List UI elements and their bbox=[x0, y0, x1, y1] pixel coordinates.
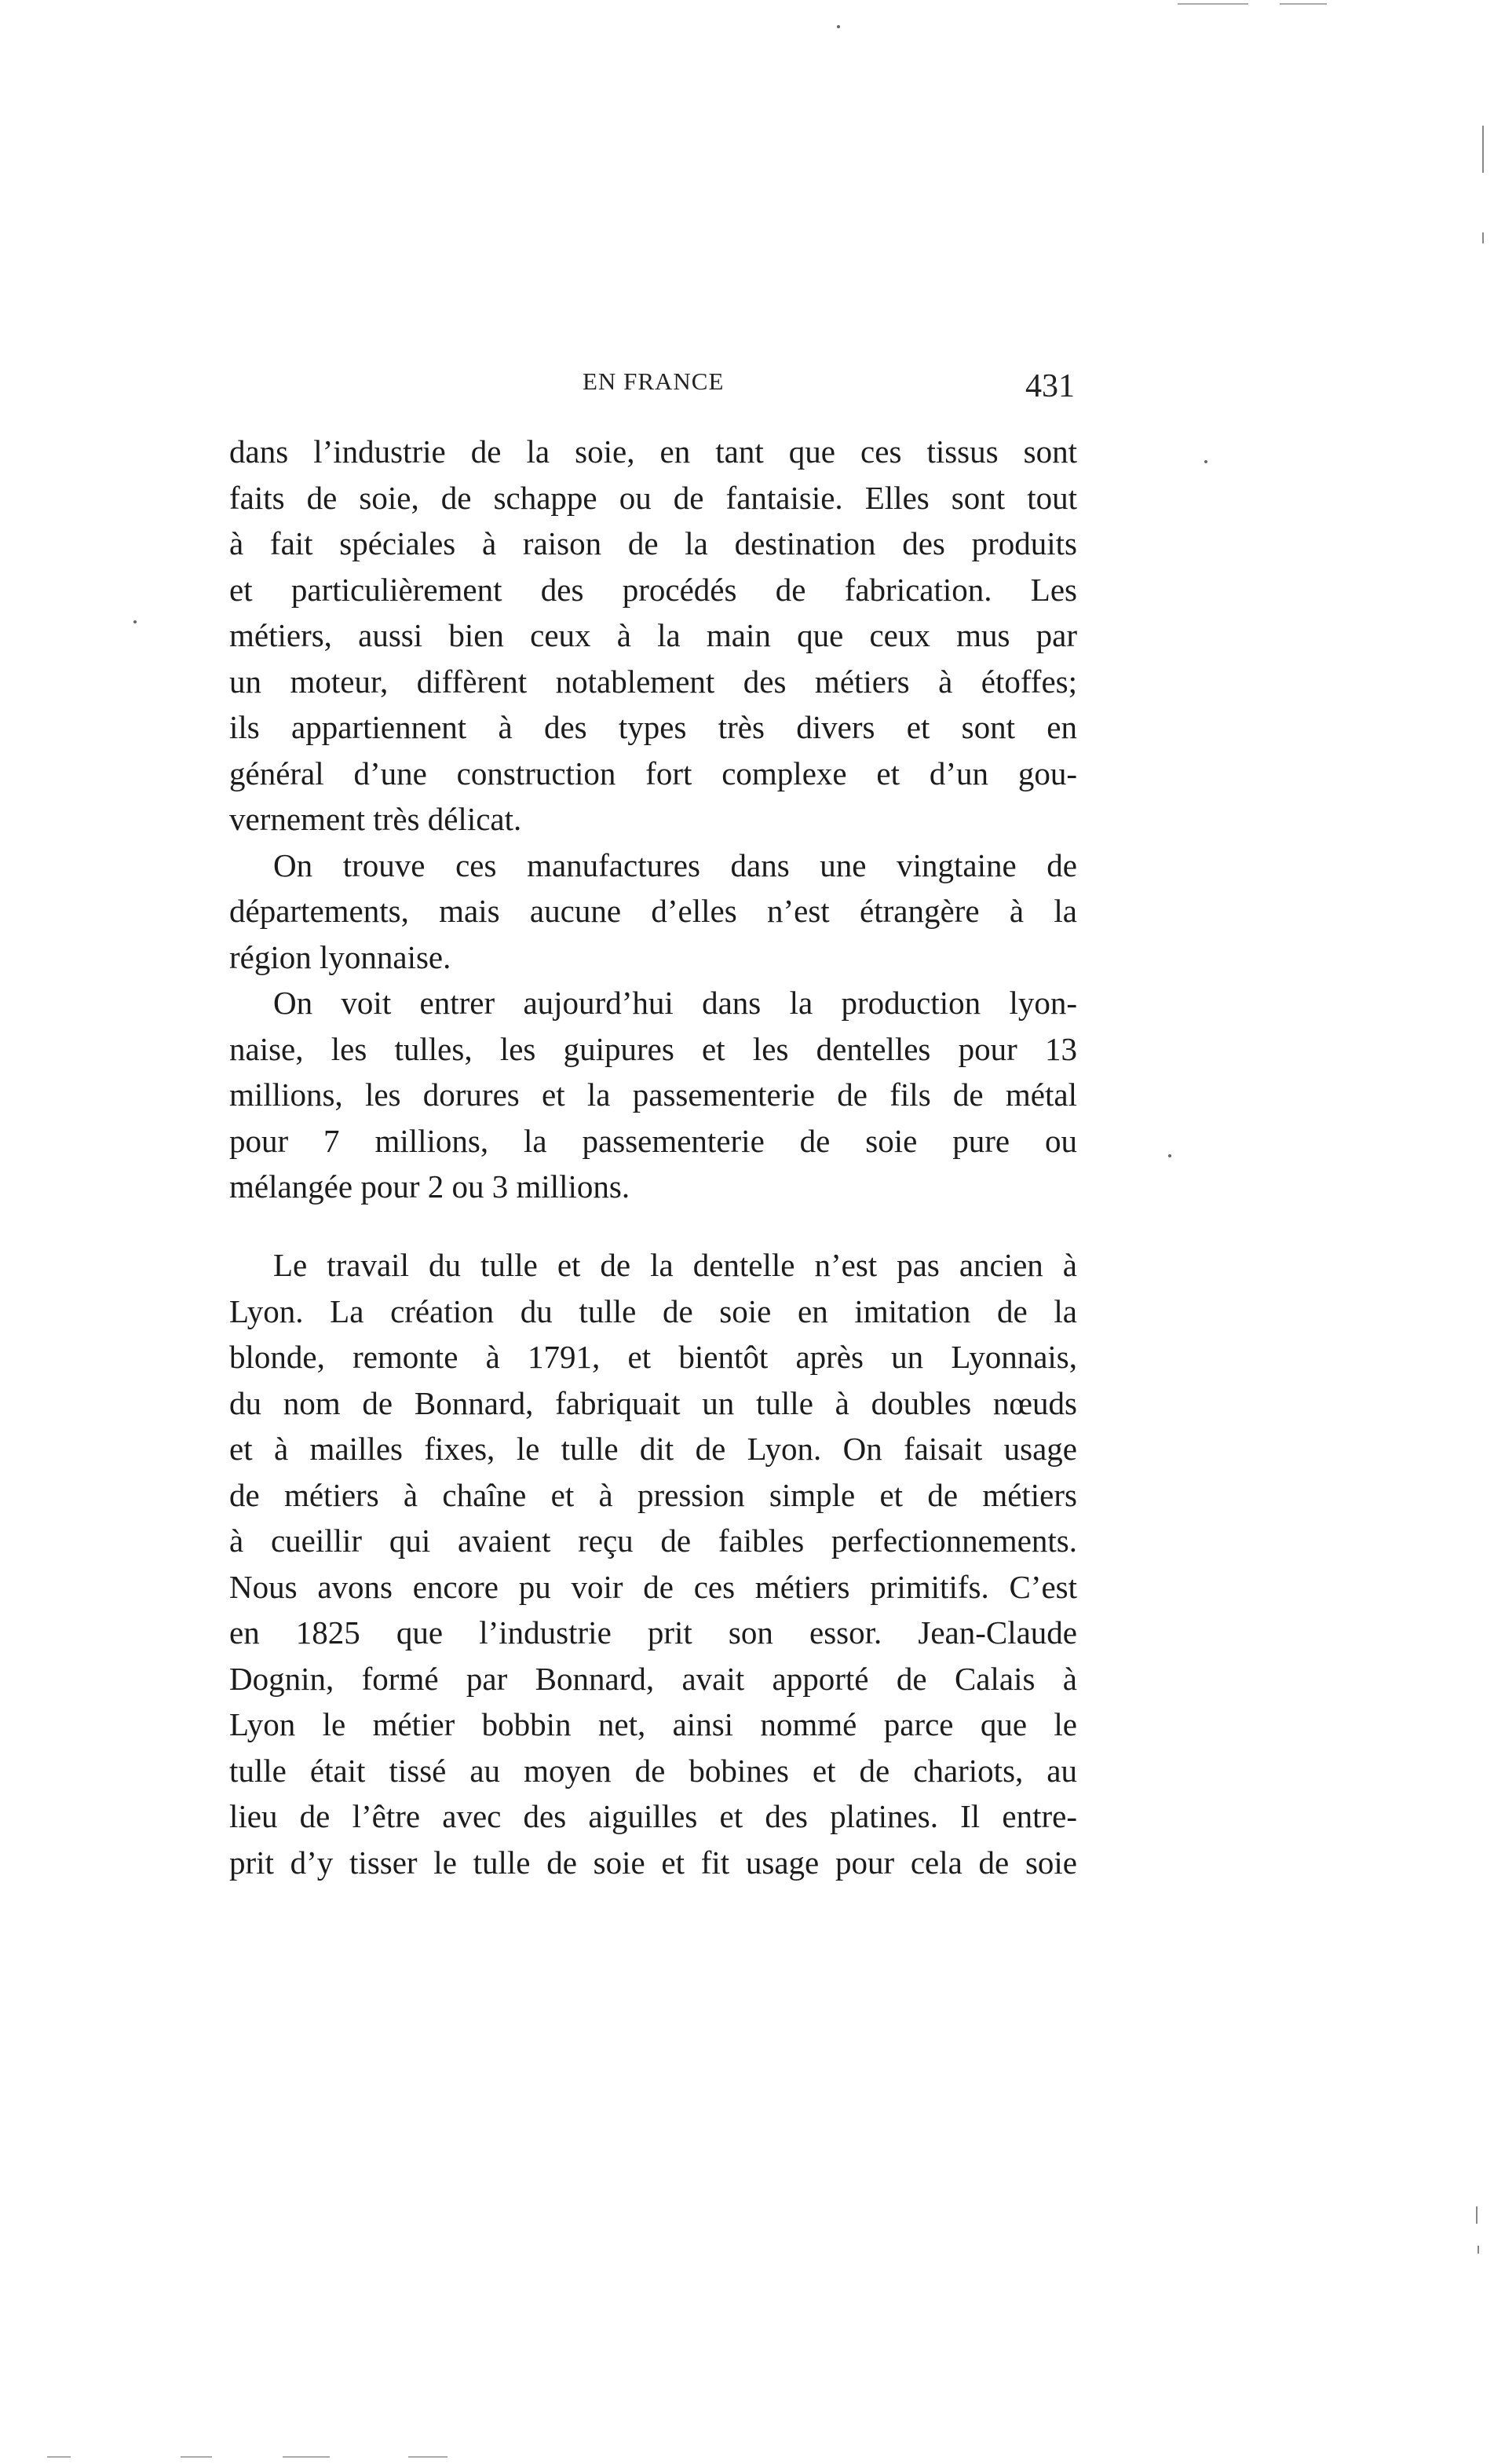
scan-edge-mark bbox=[1476, 2206, 1478, 2224]
text-line: mélangée pour 2 ou 3 millions. bbox=[229, 1168, 630, 1205]
text-line: pour 7 millions, la passementerie de soie pure ou bbox=[229, 1122, 1077, 1159]
text-line: en 1825 que l’industrie prit son essor. Jean-Claude bbox=[229, 1614, 1077, 1651]
text-block-lower bbox=[229, 1242, 1077, 1885]
scan-speck bbox=[1204, 460, 1207, 463]
text-line: Lyon le métier bobbin net, ainsi nommé parce que le bbox=[229, 1706, 1077, 1742]
text-line: Dognin, formé par Bonnard, avait apporté de Calais à bbox=[229, 1660, 1077, 1697]
text-line: métiers, aussi bien ceux à la main que ceux mus par bbox=[229, 617, 1077, 653]
text-line: ils appartiennent à des types très divers et sont en bbox=[229, 709, 1077, 745]
scan-edge-mark bbox=[1482, 232, 1484, 243]
text-line: Lyon. La création du tulle de soie en imitation de la bbox=[229, 1292, 1077, 1329]
text-line: prit d’y tisser le tulle de soie et fit usage pour cela de soie bbox=[229, 1844, 1077, 1881]
text-line: et à mailles fixes, le tulle dit de Lyon. On faisait usage bbox=[229, 1431, 1077, 1467]
page-number: 431 bbox=[1025, 368, 1075, 404]
text-line: à cueillir qui avaient reçu de faibles perfectionnements. bbox=[229, 1523, 1077, 1559]
scan-speck bbox=[837, 25, 840, 28]
text-line: du nom de Bonnard, fabriquait un tulle à doubles nœuds bbox=[229, 1384, 1077, 1421]
text-line: On trouve ces manufactures dans une vingtaine de bbox=[273, 846, 1077, 883]
text-line: et particulièrement des procédés de fabrication. Les bbox=[229, 571, 1077, 608]
text-line: millions, les dorures et la passementerie de fils de métal bbox=[229, 1077, 1077, 1113]
scan-edge-mark bbox=[1280, 3, 1327, 5]
text-block-upper bbox=[229, 429, 1077, 1210]
text-line: lieu de l’être avec des aiguilles et des platines. Il entre- bbox=[229, 1798, 1077, 1834]
text-line: naise, les tulles, les guipures et les dentelles pour 13 bbox=[229, 1030, 1077, 1067]
scan-edge-mark bbox=[408, 2456, 447, 2458]
text-line: Le travail du tulle et de la dentelle n’est pas ancien à bbox=[273, 1247, 1077, 1283]
scan-speck bbox=[133, 620, 137, 623]
text-line: blonde, remonte à 1791, et bientôt après un Lyonnais, bbox=[229, 1339, 1077, 1375]
text-line: On voit entrer aujourd’hui dans la production lyon- bbox=[273, 985, 1077, 1021]
text-line: tulle était tissé au moyen de bobines et de chariots, au bbox=[229, 1752, 1077, 1789]
text-line: faits de soie, de schappe ou de fantaisie. Elles sont tout bbox=[229, 479, 1077, 516]
scan-edge-mark bbox=[47, 2456, 71, 2458]
running-head: EN FRANCE bbox=[583, 367, 725, 395]
scan-speck bbox=[1168, 1154, 1171, 1157]
text-line: de métiers à chaîne et à pression simple et de métiers bbox=[229, 1476, 1077, 1513]
text-line: à fait spéciales à raison de la destination des produits bbox=[229, 525, 1077, 561]
scan-edge-mark bbox=[1478, 2246, 1479, 2254]
scan-edge-mark bbox=[1482, 126, 1484, 173]
text-line: région lyonnaise. bbox=[229, 938, 451, 975]
scan-edge-mark bbox=[1178, 3, 1248, 5]
scan-edge-mark bbox=[283, 2456, 330, 2458]
text-line: Nous avons encore pu voir de ces métiers primitifs. C’est bbox=[229, 1568, 1077, 1605]
text-line: général d’une construction fort complexe et d’un gou- bbox=[229, 755, 1077, 791]
text-line: un moteur, diffèrent notablement des métiers à étoffes; bbox=[229, 663, 1077, 700]
text-line: dans l’industrie de la soie, en tant que ces tissus sont bbox=[229, 433, 1077, 470]
text-line: vernement très délicat. bbox=[229, 801, 522, 837]
scan-edge-mark bbox=[181, 2456, 212, 2458]
text-line: départements, mais aucune d’elles n’est étrangère à la bbox=[229, 893, 1077, 929]
